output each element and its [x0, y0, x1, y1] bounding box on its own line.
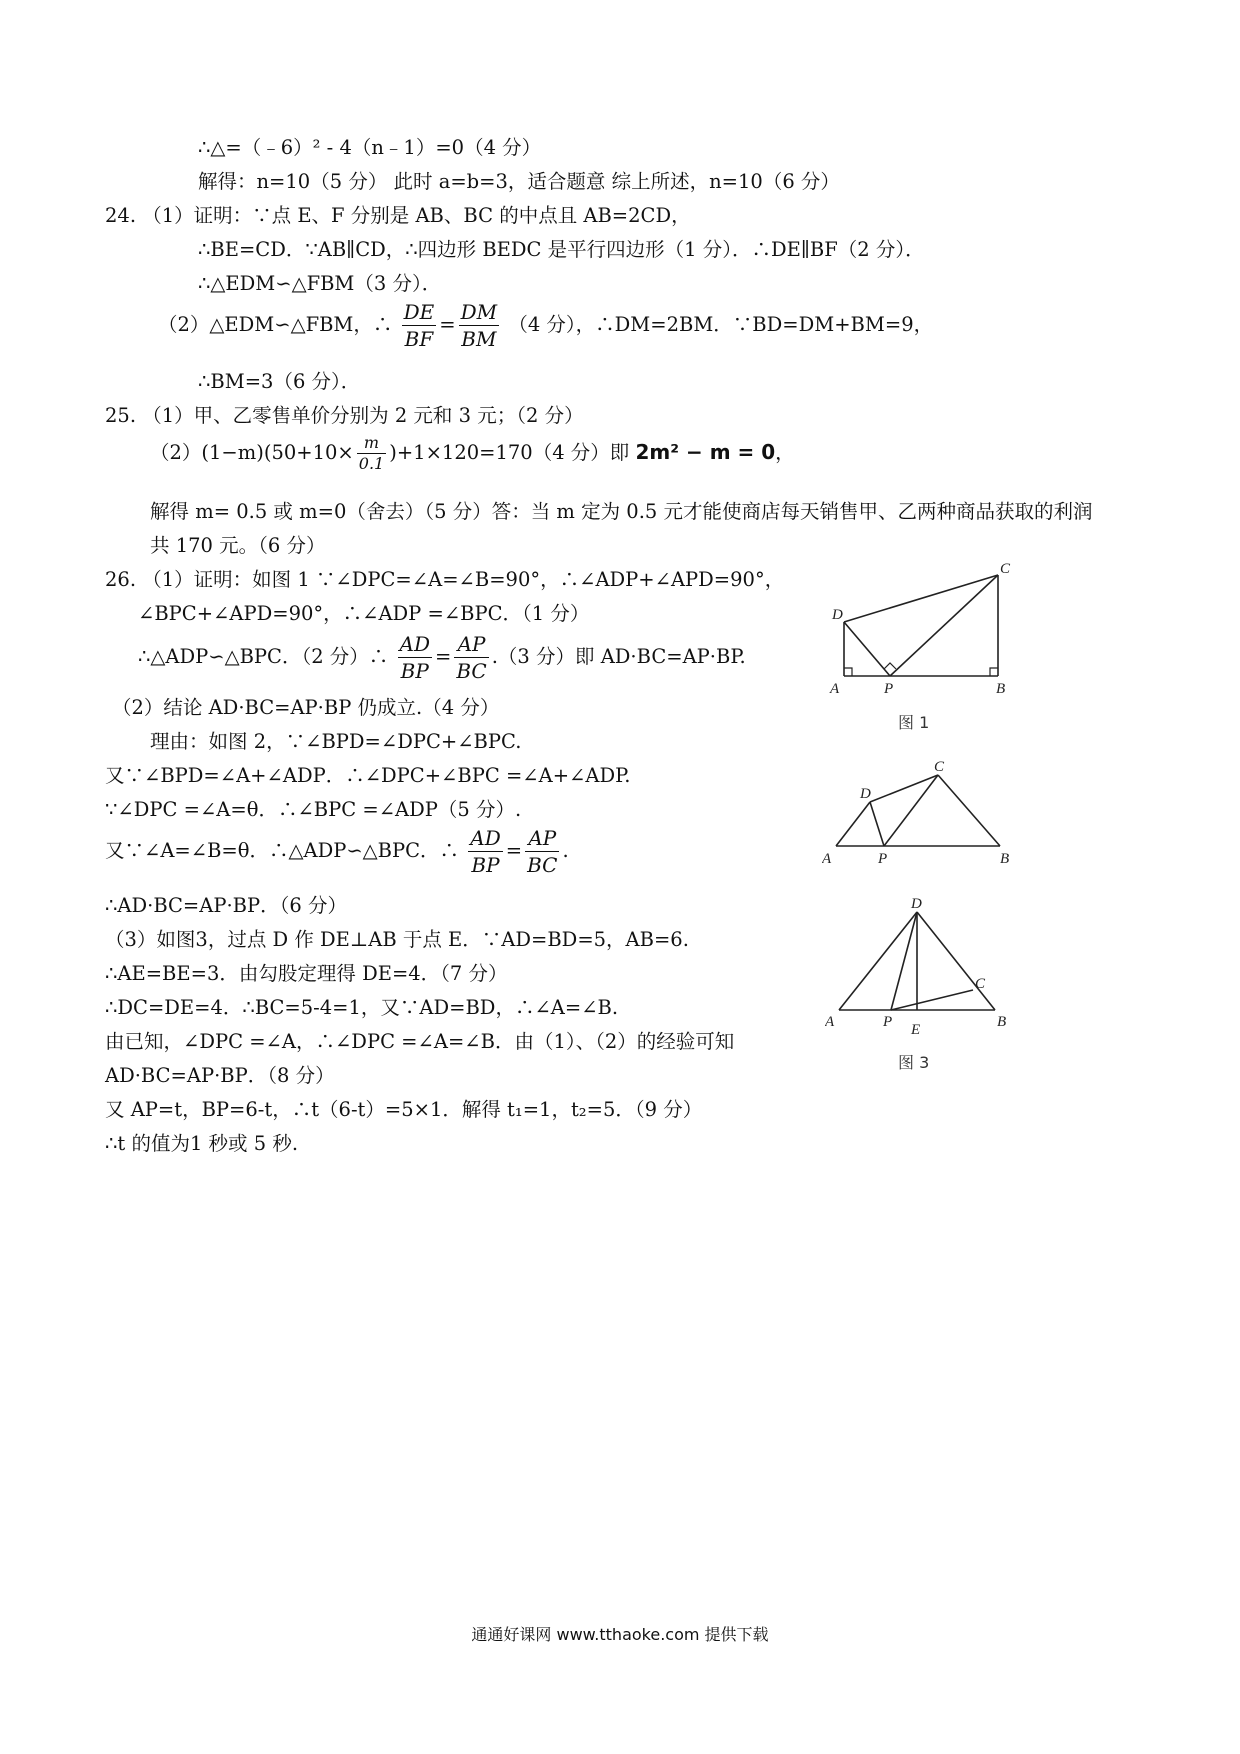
line-text: ， [775, 441, 795, 464]
fraction [398, 632, 432, 683]
label-b: B [1000, 851, 1010, 865]
text-line: AD·BC=AP·BP．（8 分） [105, 1064, 335, 1087]
fraction-denominator: 0.1 [358, 454, 385, 473]
text-line: 理由：如图 2，∵∠BPD=∠DPC+∠BPC. [150, 730, 522, 753]
fraction [459, 300, 500, 351]
figure-1 [820, 555, 1020, 695]
fraction-denominator: BP [471, 853, 500, 877]
line-text: .（3 分）即 AD·BC=AP·BP. [491, 645, 746, 668]
fraction-numerator: AP [525, 826, 559, 852]
fraction [468, 826, 502, 877]
text-line: （3）如图3，过点 D 作 DE⊥AB 于点 E．∵AD=BD=5，AB=6. [105, 928, 689, 951]
fraction [402, 300, 437, 351]
fraction-denominator: BM [461, 327, 497, 351]
text-line: 26. （1）证明：如图 1 ∵∠DPC=∠A=∠B=90°，∴∠ADP+∠APD=90°， [105, 568, 785, 591]
page-footer: 通通好课网 www.tthaoke.com 提供下载 [471, 1625, 769, 1644]
text-line: ∴DC=DE=4．∴BC=5-4=1，又∵AD=BD，∴∠A=∠B. [105, 996, 619, 1019]
segment-dp [870, 802, 884, 846]
figure-1-caption: 图 1 [898, 713, 930, 732]
fraction-denominator: BP [400, 659, 429, 683]
line-text: 又∵∠A=∠B=θ．∴△ADP∽△BPC．∴ [105, 839, 460, 862]
label-b: B [997, 1014, 1007, 1030]
segment-dc [844, 575, 998, 622]
right-angle-a [844, 668, 852, 676]
label-c: C [934, 759, 945, 775]
fraction-numerator: DE [403, 300, 435, 324]
figure-3-diagram [825, 892, 1025, 1042]
fraction-numerator: DM [460, 300, 498, 324]
segment-pc [891, 990, 973, 1010]
line-text: . [562, 839, 569, 862]
fraction-numerator: AD [399, 632, 430, 656]
fraction-numerator: m [357, 434, 386, 454]
line-text: )+1×120=170（4 分）即 [389, 441, 630, 464]
text-line: ∴△ADP∽△BPC．（2 分）∴ $\frac{AD}{BP}$ = $\frac{AP}{BC}$ .（3 分）即 AD·BC=AP·BP. [138, 632, 746, 683]
figure-3 [825, 892, 1025, 1042]
text-line: 解得 m= 0.5 或 m=0（舍去）（5 分）答：当 m 定为 0.5 元才能使商店每天销售甲、乙两种商品获取的利润 [150, 500, 1093, 523]
figure-3-caption: 图 3 [898, 1053, 930, 1072]
line-text: （4 分），∴DM=2BM．∵BD=DM+BM=9， [508, 313, 934, 336]
figure-1-diagram [820, 555, 1020, 695]
label-e: E [911, 1022, 921, 1038]
label-a: A [830, 681, 840, 695]
line-text: （2）△EDM∽△FBM，∴ [158, 313, 393, 336]
text-line: （2）结论 AD·BC=AP·BP 仍成立.（4 分） [112, 696, 500, 719]
text-line: ∴t 的值为1 秒或 5 秒. [105, 1132, 299, 1155]
text-line: 25. （1）甲、乙零售单价分别为 2 元和 3 元；（2 分） [105, 404, 584, 427]
text-line: ∴BE=CD．∵AB∥CD，∴四边形 BEDC 是平行四边形（1 分）．∴DE∥BF（2 分）． [198, 238, 925, 261]
segment-pc [890, 575, 998, 676]
fraction-denominator: BF [404, 327, 434, 351]
segment-dp [891, 912, 917, 1010]
line-text: ∴△ADP∽△BPC．（2 分）∴ [138, 645, 389, 668]
label-p: P [883, 1014, 893, 1030]
fraction-denominator: BC [456, 659, 487, 683]
fraction [454, 632, 488, 683]
text-line: 解得：n=10（5 分） 此时 a=b=3，适合题意 综上所述，n=10（6 分） [198, 170, 840, 193]
label-p: P [878, 851, 888, 865]
label-b: B [996, 681, 1006, 695]
fraction [525, 826, 559, 877]
figure-2-diagram [822, 755, 1022, 865]
text-line: 共 170 元。（6 分） [150, 534, 326, 557]
label-c: C [975, 976, 986, 992]
text-line: ∴△=（﹣6）² - 4（n﹣1）=0（4 分） [198, 136, 542, 159]
label-c: C [1000, 561, 1011, 577]
equation: 2m² − m = 0 [635, 440, 776, 464]
label-p: P [884, 681, 894, 695]
segment-cb [938, 775, 1000, 846]
text-line: ∠BPC+∠APD=90°，∴∠ADP =∠BPC．（1 分） [138, 602, 590, 625]
fraction-denominator: BC [527, 853, 558, 877]
text-line [150, 434, 795, 473]
segment-ad [836, 802, 870, 846]
text-line: ∴△EDM∽△FBM（3 分）． [198, 272, 442, 295]
right-angle-b [990, 668, 998, 676]
segment-db [917, 912, 995, 1010]
text-line: ∴BM=3（6 分）． [198, 370, 361, 393]
text-line: 又∵∠A=∠B=θ．∴△ADP∽△BPC．∴ $\frac{AD}{BP}$ = $\frac{AP}{BC}$ . [105, 826, 569, 877]
fraction [357, 434, 386, 473]
right-angle-p [884, 663, 896, 669]
figure-2 [822, 755, 1022, 865]
label-a: A [822, 851, 832, 865]
segment-ad [839, 912, 917, 1010]
text-line: （2）△EDM∽△FBM，∴ $\frac{DE}{BF}$ = $\frac{DM}{BM}$ （4 分），∴DM=2BM．∵BD=DM+BM=9， [158, 300, 934, 351]
line-text: （2）(1−m)(50+10× [150, 441, 354, 464]
label-d: D [911, 896, 922, 912]
text-line: 又 AP=t，BP=6-t，∴t（6-t）=5×1．解得 t₁=1，t₂=5．（9 分） [105, 1098, 703, 1121]
label-d: D [832, 607, 843, 623]
label-d: D [860, 786, 871, 802]
label-a: A [825, 1014, 835, 1030]
text-line: ∴AE=BE=3．由勾股定理得 DE=4．（7 分） [105, 962, 508, 985]
fraction-numerator: AD [470, 826, 501, 850]
text-line: 24. （1）证明：∵点 E、F 分别是 AB、BC 的中点且 AB=2CD， [105, 204, 691, 227]
text-line: ∵∠DPC =∠A=θ．∴∠BPC =∠ADP（5 分）. [105, 798, 522, 821]
text-line: ∴AD·BC=AP·BP．（6 分） [105, 894, 347, 917]
text-line: 又∵∠BPD=∠A+∠ADP．∴∠DPC+∠BPC =∠A+∠ADP. [105, 764, 631, 787]
text-line: 由已知，∠DPC =∠A，∴∠DPC =∠A=∠B．由（1）、（2）的经验可知 [105, 1030, 735, 1053]
fraction-numerator: AP [454, 632, 488, 658]
